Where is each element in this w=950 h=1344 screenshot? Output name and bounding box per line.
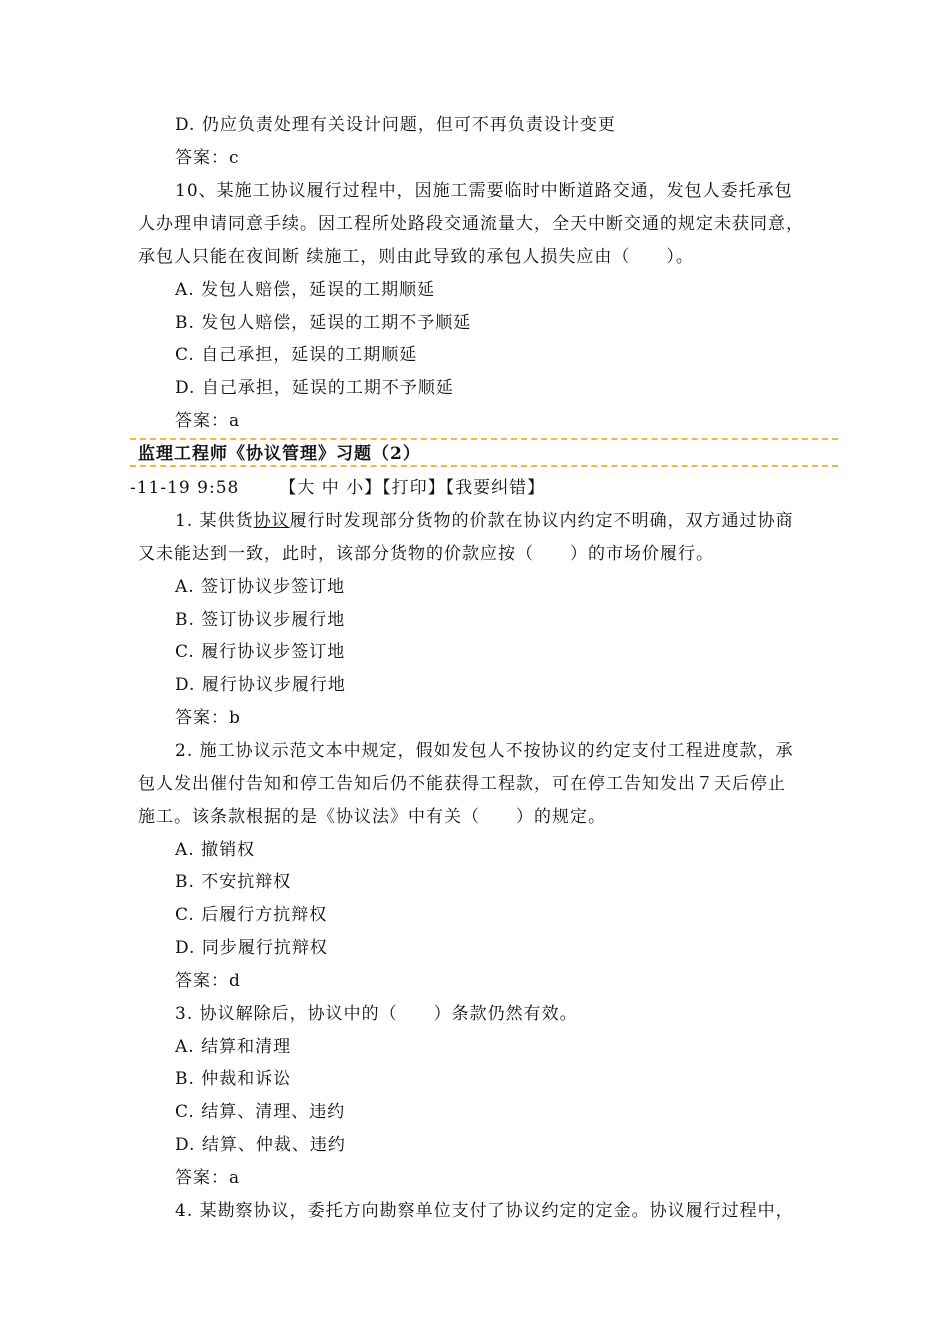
q10-answer: 答案：a — [175, 411, 241, 431]
q1-stem-line2: 又未能达到一致，此时，该部分货物的价款应按（ ）的市场价履行。 — [138, 544, 714, 564]
q9-option-d: D. 仍应负责处理有关设计问题，但可不再负责设计变更 — [175, 115, 616, 135]
q1-option-d: D. 履行协议步履行地 — [175, 675, 346, 695]
q1-option-c: C. 履行协议步签订地 — [175, 642, 346, 662]
q2-stem-line3: 施工。该条款根据的是《协议法》中有关（ ）的规定。 — [138, 807, 606, 827]
q10-stem-line2: 人办理申请同意手续。因工程所处路段交通流量大，全天中断交通的规定未获同意， — [138, 214, 804, 234]
q1-option-b: B. 签订协议步履行地 — [175, 610, 346, 630]
q10-option-d: D. 自己承担，延误的工期不予顺延 — [175, 378, 454, 398]
q3-option-c: C. 结算、清理、违约 — [175, 1102, 346, 1122]
q3-option-d: D. 结算、仲裁、违约 — [175, 1135, 346, 1155]
q10-stem-line1: 10、某施工协议履行过程中，因施工需要临时中断道路交通，发包人委托承包 — [175, 181, 793, 201]
q10-option-c: C. 自己承担，延误的工期顺延 — [175, 345, 418, 365]
q10-option-a: A. 发包人赔偿，延误的工期顺延 — [175, 280, 436, 300]
q2-option-d: D. 同步履行抗辩权 — [175, 938, 328, 958]
q3-stem-line1: 3. 协议解除后，协议中的（ ）条款仍然有效。 — [175, 1004, 578, 1024]
q3-option-a: A. 结算和清理 — [175, 1037, 292, 1057]
q1-answer: 答案：b — [175, 708, 241, 728]
q4-stem-line1: 4. 某勘察协议，委托方向勘察单位支付了协议约定的定金。协议履行过程中， — [175, 1201, 794, 1221]
post-tools[interactable]: 【大 中 小】【打印】【我要纠错】 — [279, 478, 546, 498]
q2-stem-line1: 2. 施工协议示范文本中规定，假如发包人不按协议的约定支付工程进度款，承 — [175, 741, 794, 761]
q9-answer: 答案：c — [175, 148, 240, 168]
q1-stem-line1: 1. 某供货协议履行时发现部分货物的价款在协议内约定不明确，双方通过协商 — [175, 511, 794, 531]
q2-option-a: A. 撤销权 — [175, 840, 256, 860]
q2-option-c: C. 后履行方抗辩权 — [175, 905, 328, 925]
section-title: 监理工程师《协议管理》习题（2） — [138, 444, 421, 464]
q2-answer: 答案：d — [175, 971, 241, 991]
post-meta — [130, 477, 545, 499]
section-divider-bottom — [130, 465, 838, 467]
q10-stem-line3: 承包人只能在夜间断 续施工，则由此导致的承包人损失应由（ ）。 — [138, 247, 694, 267]
q2-option-b: B. 不安抗辩权 — [175, 872, 292, 892]
q10-option-b: B. 发包人赔偿，延误的工期不予顺延 — [175, 313, 472, 333]
section-divider-top — [130, 438, 838, 440]
q3-option-b: B. 仲裁和诉讼 — [175, 1069, 292, 1089]
q1-option-a: A. 签订协议步签订地 — [175, 577, 346, 597]
q3-answer: 答案：a — [175, 1168, 241, 1188]
post-date: -11-19 9:58 — [130, 478, 240, 498]
agreement-link[interactable]: 协议 — [253, 511, 290, 531]
q2-stem-line2: 包人发出催付告知和停工告知后仍不能获得工程款，可在停工告知发出７天后停止 — [138, 774, 786, 794]
